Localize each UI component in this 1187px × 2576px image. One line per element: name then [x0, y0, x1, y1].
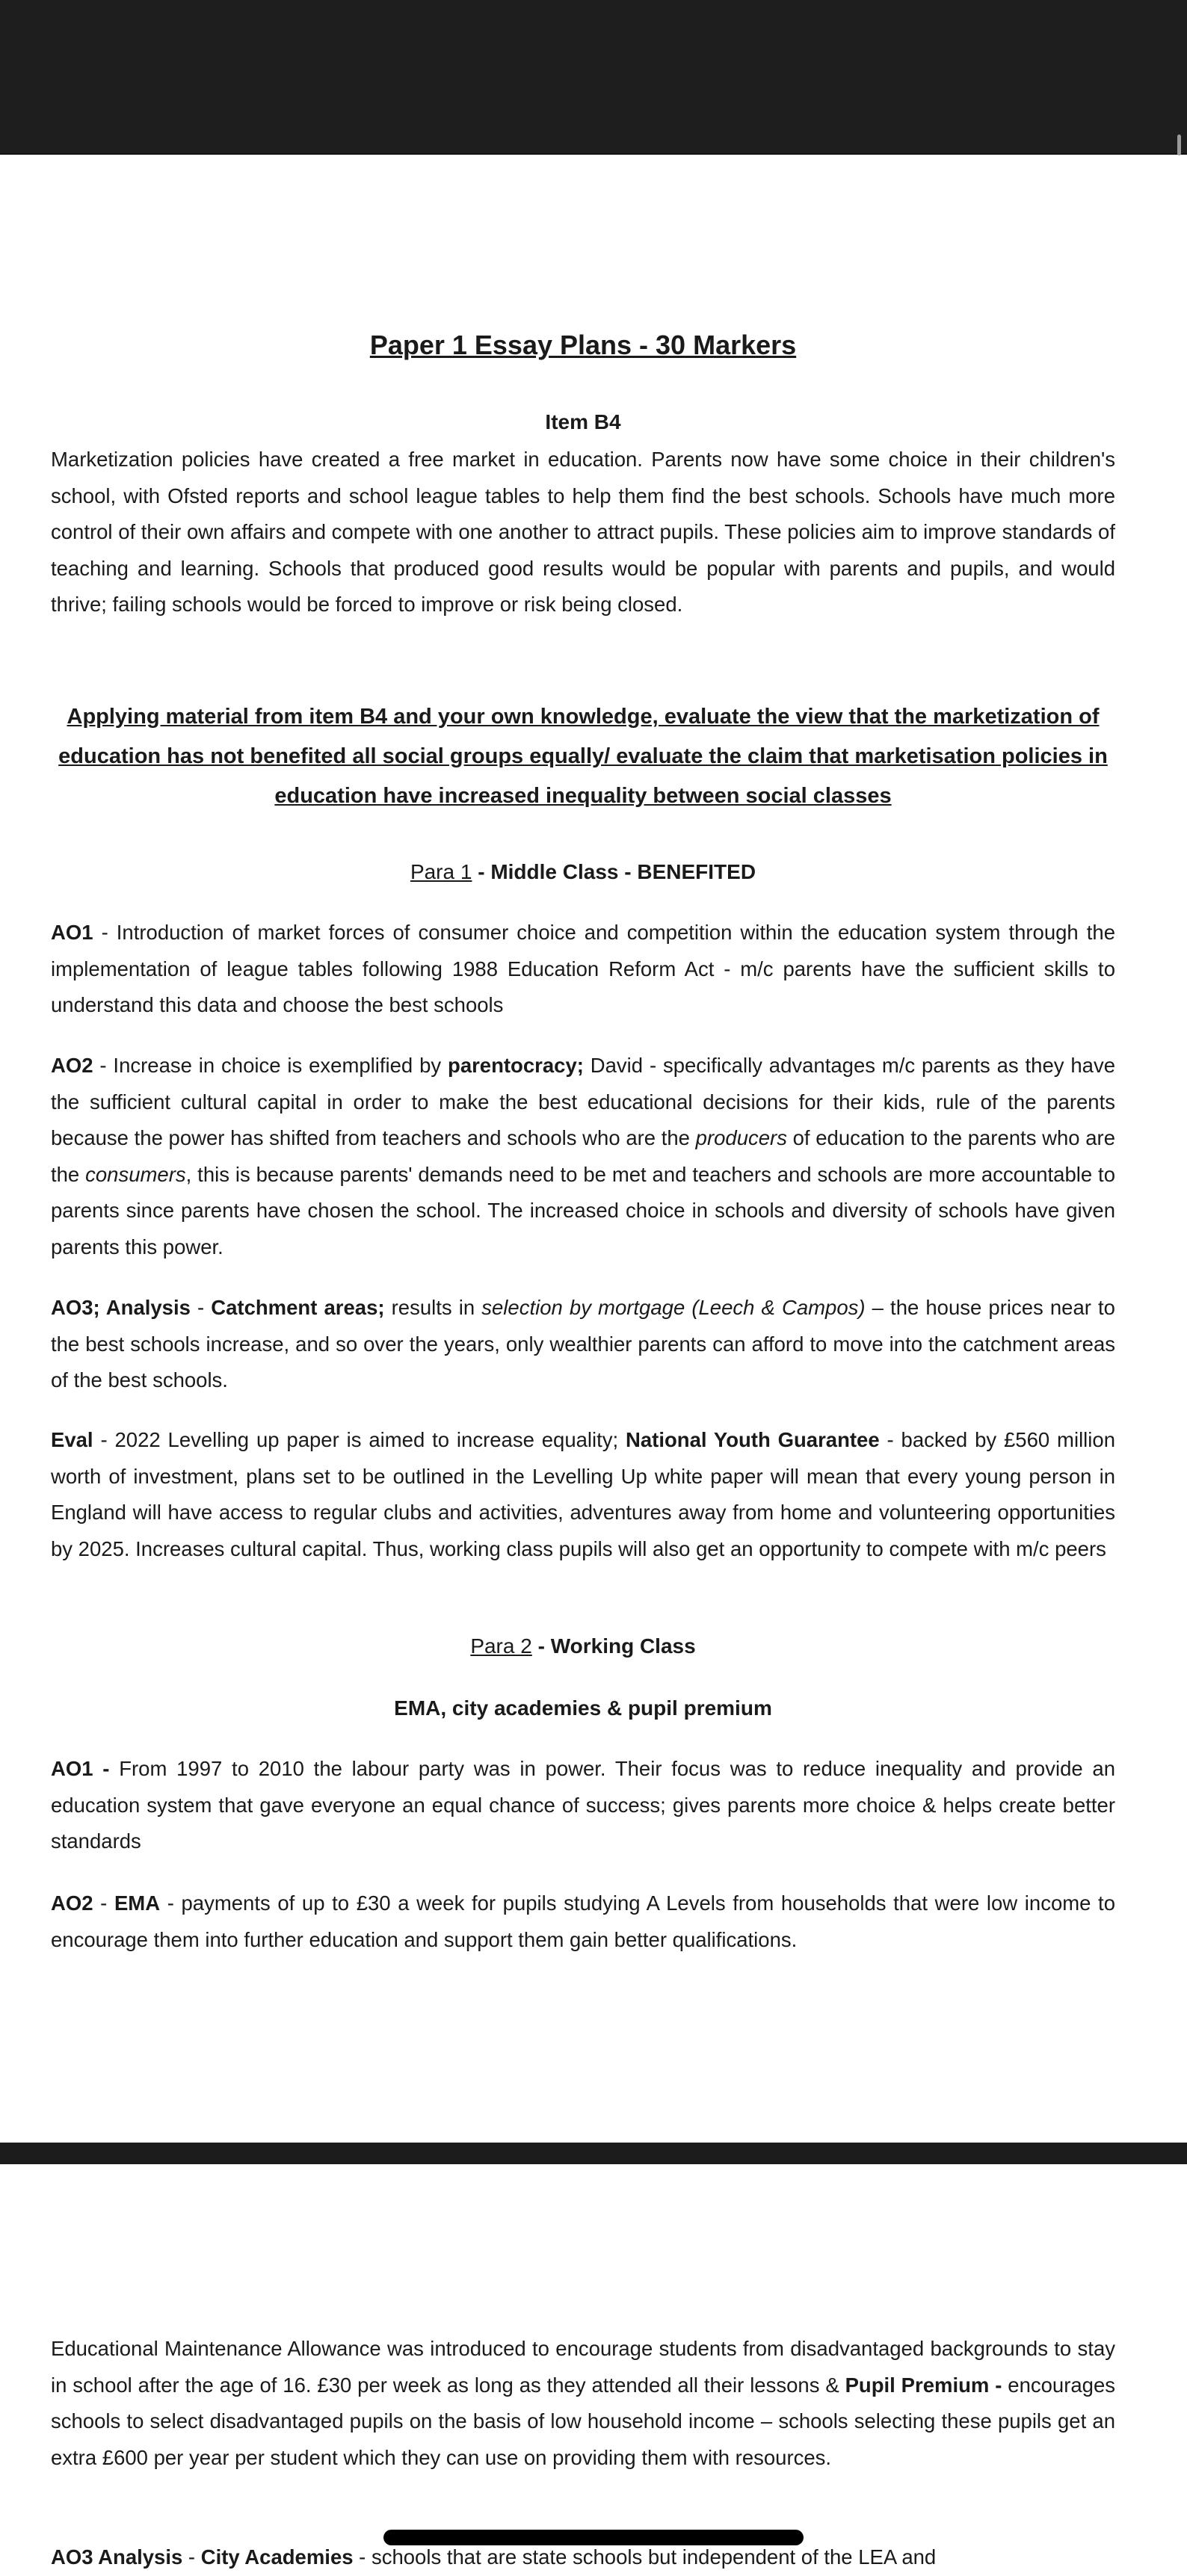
label: AO1	[51, 921, 93, 944]
label: Eval	[51, 1428, 93, 1451]
home-indicator[interactable]	[383, 2530, 804, 2545]
text: - Introduction of market forces of consumer choice and competition within the education system through the implementation of league tables following 1988 Education Reform Act - m/c parents have the sufficient skills to understand this data and choose the best schools	[51, 921, 1115, 1016]
para1-label: Para 1	[410, 860, 472, 883]
para1-ao1	[51, 915, 1115, 1024]
text: - 2022 Levelling up paper is aimed to increase equality;	[93, 1428, 626, 1451]
para1-ao2	[51, 1048, 1115, 1265]
item-heading: Item B4	[545, 410, 621, 433]
para2-ao2	[51, 1885, 1115, 1958]
term: City Academies	[200, 2545, 354, 2569]
label: AO3; Analysis	[51, 1296, 191, 1319]
page-title: Paper 1 Essay Plans - 30 Markers	[369, 330, 797, 360]
page-separator	[0, 2143, 1187, 2164]
text: of education to the parents who are the	[51, 1126, 1115, 1186]
text: - backed by £560 million worth of investment, plans set to be outlined in the Levelling Up white paper will mean that every young person in England will have access to regular clubs and activities, adventures away from home and volunteering opportunities by 2025. Increases cultural capital. Thus, working class pupils will also get an opportunity to compete with m/c peers	[51, 1428, 1115, 1560]
text: producers	[695, 1126, 787, 1149]
term: National Youth Guarantee	[626, 1428, 880, 1451]
para2-subheading: EMA, city academies & pupil premium	[394, 1696, 772, 1720]
para1-heading	[51, 854, 1115, 891]
text: consumers	[85, 1162, 186, 1186]
para2-heading	[51, 1628, 1115, 1665]
para2-heading-text: - Working Class	[531, 1634, 696, 1658]
label: AO2	[51, 1891, 93, 1915]
para2-ao1	[51, 1751, 1115, 1860]
essay-question: Applying material from item B4 and your own knowledge, evaluate the view that the marketization of education has not benefited all social groups equally/ evaluate the claim that marketisation policies in education have increased inequality between social classes	[58, 705, 1108, 808]
para1-eval	[51, 1422, 1115, 1567]
para2-label: Para 2	[470, 1634, 532, 1658]
label: AO2	[51, 1054, 93, 1077]
item-text: Marketization policies have created a free market in education. Parents now have some choice in their children's school, with Ofsted reports and school league tables to help them find the best schools. Schools have much more control of their own affairs and compete with one another to attract pupils. These policies aim to improve standards of teaching and learning. Schools that produced good results would be popular with parents and pupils, and would thrive; failing schools would be forced to improve or risk being closed.	[51, 448, 1115, 616]
text: - Increase in choice is exemplified by	[93, 1054, 448, 1077]
text: David - specifically advantages m/c parents as they have the sufficient cultural capital in order to make the best educational decisions for their kids, rule of the parents because the power has shifted from teachers and schools who are the	[51, 1054, 1116, 1149]
term: Catchment areas;	[211, 1296, 385, 1319]
text: Educational Maintenance Allowance was introduced to encourage students from disadvantaged backgrounds to stay in school after the age of 16. £30 per week as long as they attended all their lessons &	[51, 2337, 1115, 2397]
text: results in	[384, 1296, 482, 1319]
text: – the house prices near to the best schools increase, and so over the years, only wealthier parents can afford to move into the catchment areas of the best schools.	[51, 1296, 1115, 1392]
scrollbar[interactable]	[1177, 135, 1181, 155]
term: parentocracy;	[448, 1054, 584, 1077]
para1-heading-text: - Middle Class - BENEFITED	[472, 860, 756, 883]
text: -	[93, 1891, 114, 1915]
text: - payments of up to £30 a week for pupils studying A Levels from households that were low income to encourage them into further education and support them gain better qualifications.	[51, 1891, 1115, 1951]
label: AO1 -	[51, 1757, 110, 1780]
para1-ao3	[51, 1290, 1115, 1399]
text: selection by mortgage (Leech & Campos)	[481, 1296, 866, 1319]
text: -	[190, 1296, 212, 1319]
label: AO3 Analysis	[51, 2545, 183, 2569]
para2-continuation	[51, 2331, 1115, 2476]
text: , this is because parents' demands need to be met and teachers and schools are more accountable to parents since parents have chosen the school. The increased choice in schools and diversity of schools have given parents this power.	[51, 1162, 1115, 1258]
text: From 1997 to 2010 the labour party was in power. Their focus was to reduce inequality and provide an education system that gave everyone an equal chance of success; gives parents more choice & helps create better standards	[51, 1757, 1116, 1853]
text: -	[182, 2545, 201, 2569]
text: encourages schools to select disadvantaged pupils on the basis of low household income – schools selecting these pupils get an extra £600 per year per student which they can use on providing them with resources.	[51, 2373, 1116, 2469]
term: Pupil Premium -	[845, 2373, 1002, 2397]
top-bar	[0, 0, 1187, 155]
term: EMA	[114, 1891, 161, 1915]
text: - schools that are state schools but independent of the LEA and	[353, 2545, 937, 2569]
